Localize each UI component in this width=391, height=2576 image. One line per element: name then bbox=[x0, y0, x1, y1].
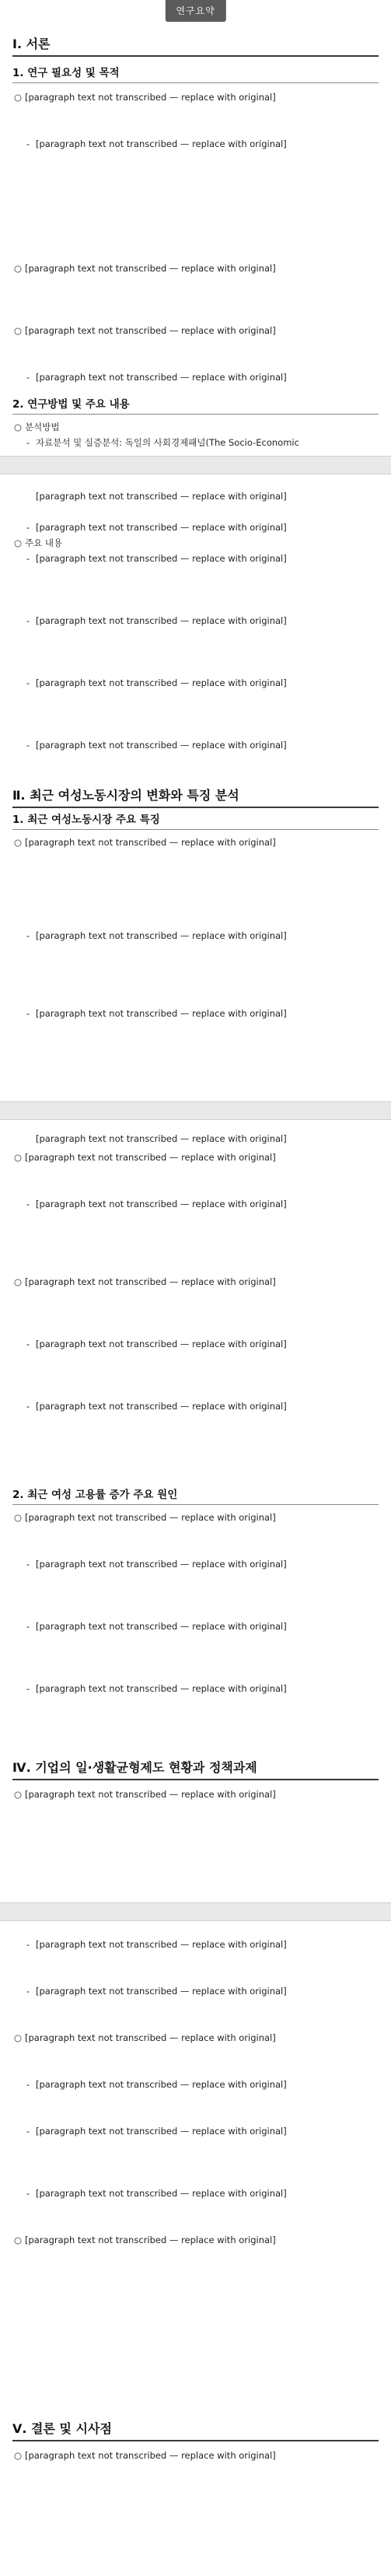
paragraph-text: [paragraph text not transcribed — replace with original] bbox=[25, 2450, 276, 2461]
paragraph bbox=[12, 1274, 379, 1336]
bullet-marker: - bbox=[26, 740, 30, 751]
paragraph bbox=[12, 535, 379, 551]
paragraph bbox=[12, 261, 379, 323]
paragraph-text: [paragraph text not transcribed — replace with original] bbox=[36, 1199, 287, 1209]
paragraph bbox=[12, 2030, 379, 2077]
bullet-marker: - bbox=[26, 1683, 30, 1694]
paragraph-text: [paragraph text not transcribed — replace with original] bbox=[25, 325, 276, 336]
paragraph-text: [paragraph text not transcribed — replace with original] bbox=[25, 837, 276, 848]
bullet-marker: - bbox=[26, 1986, 30, 1997]
bullet-marker: ○ bbox=[14, 1789, 23, 1800]
paragraph-text: [paragraph text not transcribed — replace with original] bbox=[36, 1339, 287, 1349]
bullet-marker: ○ bbox=[14, 1276, 23, 1287]
bullet-marker: ○ bbox=[14, 2032, 23, 2043]
section-1 bbox=[12, 34, 379, 57]
paragraph-text: [paragraph text not transcribed — replace with original] bbox=[36, 740, 287, 751]
paragraph bbox=[12, 2186, 379, 2232]
page-2-continued bbox=[12, 488, 379, 753]
paragraph-text: [paragraph text not transcribed — replace with original] bbox=[36, 553, 287, 564]
subsection-1-1 bbox=[12, 64, 379, 416]
subsection-title: 1. 최근 여성노동시장 주요 특징 bbox=[12, 810, 379, 830]
paragraph bbox=[12, 323, 379, 369]
bullet-marker: - bbox=[26, 1199, 30, 1209]
paragraph-text: [paragraph text not transcribed — replace with original] bbox=[25, 2235, 276, 2245]
paragraph-text: [paragraph text not transcribed — replace with original] bbox=[25, 263, 276, 274]
bullet-marker: - bbox=[26, 522, 30, 533]
section-4 bbox=[12, 1758, 379, 1864]
bullet-marker: - bbox=[26, 1401, 30, 1412]
paragraph-text: [paragraph text not transcribed — replace with original] bbox=[36, 138, 287, 149]
page-2 bbox=[0, 474, 391, 1101]
paragraph-text: [paragraph text not transcribed — replace with original] bbox=[36, 1401, 287, 1412]
bullet-marker: - bbox=[26, 2079, 30, 2090]
paragraph-text: [paragraph text not transcribed — replace with original] bbox=[36, 1621, 287, 1632]
paragraph bbox=[12, 2232, 379, 2310]
paragraph-text: [paragraph text not transcribed — replace with original] bbox=[36, 1133, 287, 1144]
page-1 bbox=[0, 0, 391, 456]
section-5 bbox=[12, 2419, 379, 2525]
bullet-marker: ○ bbox=[14, 422, 23, 432]
bullet-marker: - bbox=[26, 677, 30, 688]
paragraph-text: [paragraph text not transcribed — replace with original] bbox=[36, 1683, 287, 1694]
bullet-marker: - bbox=[26, 437, 30, 448]
bullet-marker: ○ bbox=[14, 537, 23, 548]
paragraph-text: [paragraph text not transcribed — replace with original] bbox=[36, 372, 287, 383]
bullet-marker: - bbox=[26, 1559, 30, 1570]
paragraph-text: [paragraph text not transcribed — replace with original] bbox=[36, 615, 287, 626]
bullet-marker: - bbox=[26, 1339, 30, 1349]
subsection-2-1 bbox=[12, 810, 379, 1052]
bullet-marker: ○ bbox=[14, 263, 23, 274]
paragraph bbox=[12, 551, 379, 613]
paragraph bbox=[12, 1150, 379, 1196]
paragraph bbox=[12, 419, 379, 435]
section-title: Ⅰ. 서론 bbox=[12, 34, 379, 57]
paragraph bbox=[12, 1787, 379, 1864]
bullet-marker: - bbox=[26, 2126, 30, 2137]
paragraph bbox=[12, 2077, 379, 2123]
paragraph bbox=[12, 737, 379, 753]
paragraph-text: 자료분석 및 실증분석: 독일의 사회경제패널(The Socio-Economic bbox=[36, 437, 299, 448]
paragraph bbox=[12, 2123, 379, 2186]
paragraph bbox=[12, 1983, 379, 2030]
bullet-marker: ○ bbox=[14, 92, 23, 103]
paragraph bbox=[12, 613, 379, 675]
subsection-1-2 bbox=[12, 395, 379, 450]
bullet-marker: ○ bbox=[14, 2450, 23, 2461]
bullet-marker: - bbox=[26, 138, 30, 149]
bullet-marker: ○ bbox=[14, 1152, 23, 1163]
paragraph bbox=[12, 1006, 379, 1052]
section-title: Ⅳ. 기업의 일·생활균형제도 현황과 정책과제 bbox=[12, 1758, 379, 1780]
paragraph bbox=[12, 89, 379, 136]
bullet-marker: - bbox=[26, 1008, 30, 1019]
page-4-continued bbox=[12, 1937, 379, 2310]
paragraph-text: [paragraph text not transcribed — replace with original] bbox=[25, 1789, 276, 1800]
paragraph bbox=[12, 1619, 379, 1681]
paragraph bbox=[12, 2448, 379, 2525]
paragraph bbox=[12, 1336, 379, 1398]
bullet-marker: - bbox=[26, 372, 30, 383]
paragraph-text: [paragraph text not transcribed — replace with original] bbox=[36, 2126, 287, 2137]
paragraph bbox=[12, 1556, 379, 1619]
paragraph bbox=[12, 520, 379, 535]
paragraph bbox=[12, 1937, 379, 1983]
paragraph bbox=[12, 1510, 379, 1556]
paragraph-text: [paragraph text not transcribed — replace with original] bbox=[36, 522, 287, 533]
paragraph bbox=[12, 1398, 379, 1430]
subsection-title: 2. 연구방법 및 주요 내용 bbox=[12, 395, 379, 415]
paragraph-text: [paragraph text not transcribed — replace with original] bbox=[25, 92, 276, 103]
page-3-continued bbox=[12, 1131, 379, 1430]
bullet-marker: - bbox=[26, 1621, 30, 1632]
paragraph-text: [paragraph text not transcribed — replace with original] bbox=[25, 2032, 276, 2043]
page-break bbox=[0, 1902, 391, 1921]
paragraph-text: [paragraph text not transcribed — replace with original] bbox=[25, 1276, 276, 1287]
bullet-marker: ○ bbox=[14, 325, 23, 336]
paragraph-text: [paragraph text not transcribed — replace with original] bbox=[36, 930, 287, 941]
paragraph-text: [paragraph text not transcribed — replace with original] bbox=[36, 491, 287, 502]
paragraph-text: [paragraph text not transcribed — replace with original] bbox=[25, 1152, 276, 1163]
paragraph-text: [paragraph text not transcribed — replace with original] bbox=[36, 2188, 287, 2199]
page-break bbox=[0, 456, 391, 474]
summary-tab: 연구요약 bbox=[165, 0, 225, 22]
paragraph bbox=[12, 835, 379, 928]
paragraph bbox=[12, 1681, 379, 1712]
paragraph-text: [paragraph text not transcribed — replace with original] bbox=[25, 1512, 276, 1523]
paragraph bbox=[12, 1131, 379, 1150]
bullet-marker: ○ bbox=[14, 2235, 23, 2245]
paragraph-text: 분석방법 bbox=[25, 422, 60, 432]
page-4 bbox=[0, 1921, 391, 2539]
bullet-marker: - bbox=[26, 553, 30, 564]
subsection-title: 1. 연구 필요성 및 목적 bbox=[12, 64, 379, 83]
section-2 bbox=[12, 786, 379, 808]
paragraph bbox=[12, 1196, 379, 1274]
paragraph-text: [paragraph text not transcribed — replace with original] bbox=[36, 1939, 287, 1950]
bullet-marker: - bbox=[26, 2188, 30, 2199]
section-title: Ⅱ. 최근 여성노동시장의 변화와 특징 분석 bbox=[12, 786, 379, 808]
bullet-marker: ○ bbox=[14, 837, 23, 848]
bullet-marker: - bbox=[26, 615, 30, 626]
paragraph bbox=[12, 488, 379, 520]
paragraph-text: [paragraph text not transcribed — replace with original] bbox=[36, 1986, 287, 1997]
subsection-title: 2. 최근 여성 고용률 증가 주요 원인 bbox=[12, 1486, 379, 1505]
paragraph-text: 주요 내용 bbox=[25, 537, 63, 548]
bullet-marker: ○ bbox=[14, 1512, 23, 1523]
paragraph bbox=[12, 675, 379, 737]
page-3 bbox=[0, 1120, 391, 1902]
page-break bbox=[0, 1101, 391, 1120]
bullet-marker: - bbox=[26, 930, 30, 941]
paragraph-text: [paragraph text not transcribed — replace with original] bbox=[36, 2079, 287, 2090]
section-title: Ⅴ. 결론 및 시사점 bbox=[12, 2419, 379, 2441]
paragraph-text: [paragraph text not transcribed — replace with original] bbox=[36, 1008, 287, 1019]
paragraph-text: [paragraph text not transcribed — replace with original] bbox=[36, 677, 287, 688]
paragraph bbox=[12, 136, 379, 261]
subsection-2-2 bbox=[12, 1486, 379, 1712]
paragraph-text: [paragraph text not transcribed — replace with original] bbox=[36, 1559, 287, 1570]
paragraph bbox=[12, 435, 379, 450]
bullet-marker: - bbox=[26, 1939, 30, 1950]
paragraph bbox=[12, 928, 379, 1006]
